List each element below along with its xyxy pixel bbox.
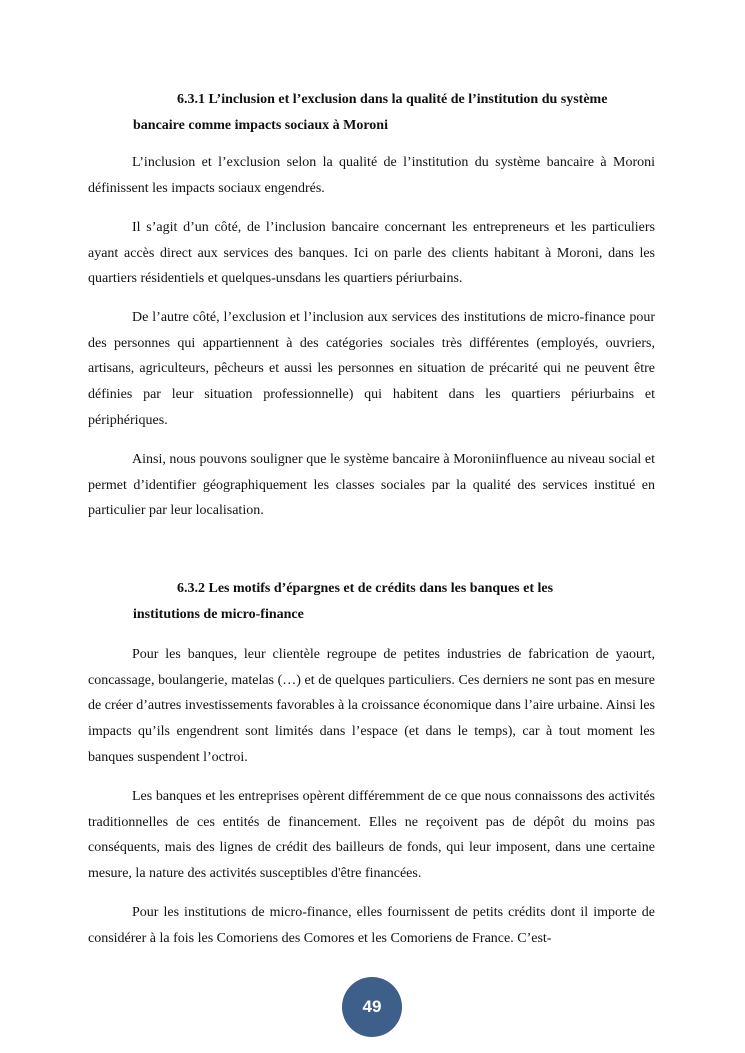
paragraph: Pour les institutions de micro-finance, elles fournissent de petits crédits dont il importe de considérer à la fois les Comoriens des Comores et les Comoriens de France. C’est- [88, 905, 655, 946]
heading-line-2: bancaire comme impacts sociaux à Moroni [133, 118, 388, 133]
heading-line-1: 6.3.1 L’inclusion et l’exclusion dans la qualité de l’institution du système [177, 92, 608, 107]
paragraph: De l’autre côté, l’exclusion et l’inclusion aux services des institutions de micro-finance pour des personnes qui appartiennent à des catégories sociales très différentes (employés, ouvriers, artisans, agriculteurs, pêcheurs et aussi les personnes en situation de précarité qui ne peuvent être définies par leur situation professionnelle) qui habitent dans les quartiers périurbains et périphériques. [88, 310, 655, 428]
paragraph: Les banques et les entreprises opèrent différemment de ce que nous connaissons des activités traditionnelles de ces entités de financement. Elles ne reçoivent pas de dépôt du moins pas conséquents, mais des lignes de crédit des bailleurs de fonds, qui leur imposent, dans une certaine mesure, la nature des activités susceptibles d'être financées. [88, 789, 655, 882]
paragraph: Pour les banques, leur clientèle regroupe de petites industries de fabrication de yaourt, concassage, boulangerie, matelas (…) et de quelques particuliers. Ces derniers ne sont pas en mesure de créer d’autres investissements favorables à la croissance économique dans l’aire urbaine. Ainsi les impacts qu’ils engendrent sont limités dans l’espace (et dans le temps), car à tout moment les banques suspendent l’octroi. [88, 647, 655, 765]
paragraph: Ainsi, nous pouvons souligner que le système bancaire à Moroniinfluence au niveau social et permet d’identifier géographiquement les classes sociales par la qualité des services institué en particulier par leur localisation. [88, 452, 655, 519]
section-heading-6-3-2 [133, 576, 653, 628]
paragraph: L’inclusion et l’exclusion selon la qualité de l’institution du système bancaire à Moroni définissent les impacts sociaux engendrés. [88, 155, 655, 196]
paragraph: Il s’agit d’un côté, de l’inclusion bancaire concernant les entrepreneurs et les particuliers ayant accès direct aux services des banques. Ici on parle des clients habitant à Moroni, dans les quartiers résidentiels et quelques-unsdans les quartiers périurbains. [88, 220, 655, 287]
section-heading-6-3-1 [133, 87, 653, 139]
page-number-badge: 49 [342, 977, 402, 1037]
heading-line-2: institutions de micro-finance [133, 607, 304, 622]
heading-line-1: 6.3.2 Les motifs d’épargnes et de crédits dans les banques et les [177, 581, 554, 596]
